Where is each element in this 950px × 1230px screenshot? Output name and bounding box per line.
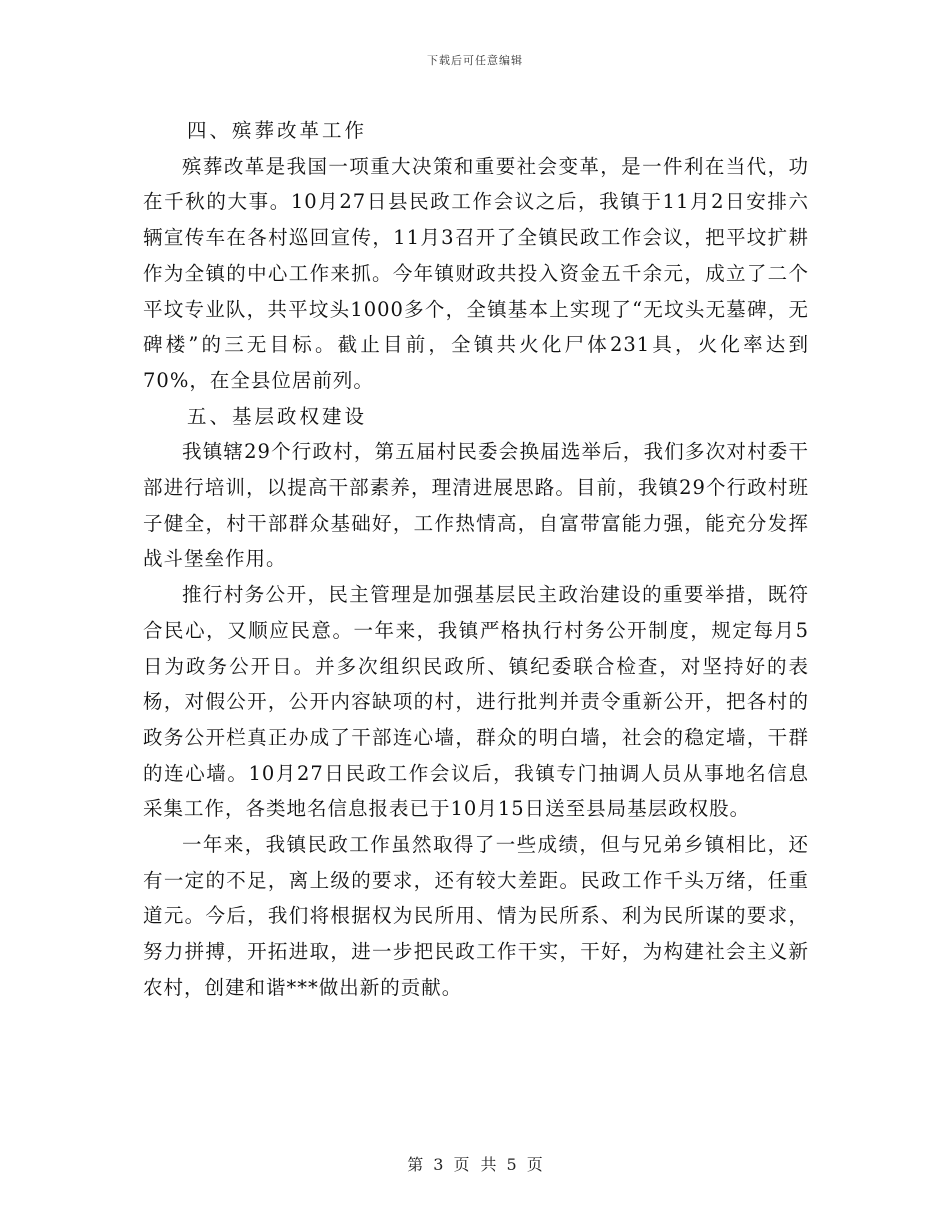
page-header: 下载后可任意编辑: [427, 54, 523, 67]
paragraph: 殡葬改革是我国一项重大决策和重要社会变革，是一件利在当代，功在千秋的大事。10月27日县民政工作会议之后，我镇于11月2日安排六辆宣传车在各村巡回宣传，11月3召开了全镇民政工作会议，把平坟扩耕作为全镇的中心工作来抓。今年镇财政共投入资金五千余元，成立了二个平坟专业队，共平坟头1000多个，全镇基本上实现了“无坟头无墓碑，无碑楼”的三无目标。截止目前，全镇共火化尸体231具，火化率达到70%，在全县位居前列。: [143, 154, 809, 392]
current-page-number: 3: [433, 1155, 444, 1174]
section-heading: 四、殡葬改革工作: [187, 119, 368, 142]
page-label-prefix: 第: [407, 1155, 424, 1174]
section-heading: 五、基层政权建设: [187, 404, 368, 428]
total-pages-number: 5: [506, 1155, 517, 1174]
page-label-suffix: 页: [526, 1155, 543, 1174]
document-body: [143, 113, 809, 1006]
page-footer: [0, 1152, 950, 1175]
paragraph: 我镇辖29个行政村，第五届村民委会换届选举后，我们多次对村委干部进行培训，以提高干部素养，理清进展思路。目前，我镇29个行政村班子健全，村干部群众基础好，工作热情高，自富带富能力强，能充分发挥战斗堡垒作用。: [143, 440, 809, 571]
paragraph: 推行村务公开，民主管理是加强基层民主政治建设的重要举措，既符合民心，又顺应民意。一年来，我镇严格执行村务公开制度，规定每月5日为政务公开日。并多次组织民政所、镇纪委联合检查，对坚持好的表杨，对假公开，公开内容缺项的村，进行批判并责令重新公开，把各村的政务公开栏真正办成了干部连心墙，群众的明白墙，社会的稳定墙，干群的连心墙。10月27日民政工作会议后，我镇专门抽调人员从事地名信息采集工作，各类地名信息报表已于10月15日送至县局基层政权股。: [143, 583, 809, 821]
page-label-mid: 页 共: [453, 1155, 497, 1174]
paragraph: 一年来，我镇民政工作虽然取得了一些成绩，但与兄弟乡镇相比，还有一定的不足，离上级的要求，还有较大差距。民政工作千头万绪，任重道元。今后，我们将根据权为民所用、情为民所系、利为民所谋的要求，努力拼搏，开拓进取，进一步把民政工作干实，干好，为构建社会主义新农村，创建和谐***做出新的贡献。: [143, 833, 809, 999]
